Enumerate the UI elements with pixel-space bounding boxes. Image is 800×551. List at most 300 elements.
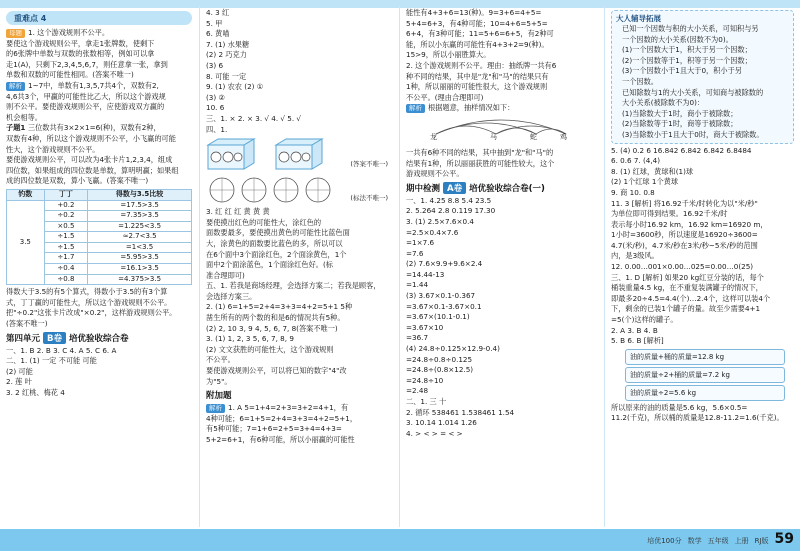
line-text: 准合理即可)	[206, 270, 245, 280]
text-line	[200, 324, 398, 335]
line-text: 2. (1) 6=1+5=2+4=3+3=4+2=5+1 5种	[206, 302, 353, 312]
text-line	[200, 239, 398, 250]
line-text: 机会相等。	[6, 112, 42, 122]
text-line	[400, 50, 605, 61]
flow-diagram	[605, 349, 800, 401]
line-text: =24.8÷10	[406, 375, 444, 385]
line-text: 9. (1) 农农 (2) ①	[206, 82, 264, 92]
footer-edition: RJ版	[754, 537, 769, 545]
table-cell: =16.1>3.5	[88, 264, 192, 275]
line-text: (3)一个因数小于1且大于0，积小于另	[622, 66, 742, 76]
line-text: =2.5×0.4×7.6	[406, 227, 459, 237]
text-line	[200, 103, 398, 114]
text-line	[616, 77, 789, 88]
text-line	[400, 291, 605, 302]
text-line	[400, 280, 605, 291]
flow-box: 油的质量+桶的质量=12.8 kg	[625, 349, 785, 365]
table-cell: ≈2.7<3.5	[88, 232, 192, 243]
line-text: (2) 2, 10 3, 9 4, 5, 6, 7, 8(答案不唯一)	[206, 323, 338, 333]
text-line	[400, 238, 605, 249]
text-line	[400, 344, 605, 355]
text-line	[605, 220, 800, 231]
text-line	[605, 209, 800, 220]
line-text: 会选择方案三。	[206, 291, 257, 301]
tree-diagram	[406, 116, 599, 146]
line-text: (1)当除数大于1时，商小于被除数；	[622, 108, 738, 118]
line-text: (1)一个因数大于1，积大于另一个因数；	[622, 45, 752, 55]
line-text: 2. 莲 叶	[6, 377, 32, 387]
line-text: (3)当除数小于1且大于0时，商大于被除数。	[622, 129, 764, 139]
column-4	[605, 8, 800, 551]
line-text: 5. (4) 0.2 6 16.842 6.842 6.842 6.8484	[611, 145, 752, 155]
text-line	[0, 308, 198, 319]
line-text: 4. > < > = < >	[406, 428, 463, 438]
line-text: 4种可能；6=1+5=2+4=3+3=4+2=5+1，	[206, 413, 358, 423]
line-text: 要使摸出红色的可能性大，涂红色的	[206, 217, 322, 227]
text-line	[400, 249, 605, 260]
text-line	[400, 333, 605, 344]
text-line	[0, 367, 198, 378]
line-text: 根据题意，抽样情况如下：	[428, 103, 515, 113]
text-line	[200, 366, 398, 377]
text-line	[616, 119, 789, 130]
tutor-extension-title: 大人辅导拓展	[616, 14, 661, 23]
flow-box: 油的质量÷2=5.6 kg	[625, 385, 785, 401]
line-text: =36.7	[406, 333, 429, 343]
text-line	[0, 298, 198, 309]
line-text: =3.67×0.1-3.67×0.1	[406, 301, 482, 311]
text-line	[200, 302, 398, 313]
text-line	[400, 8, 605, 19]
line-text: 单数和双数的可能性相同。(答案不唯一)	[6, 70, 134, 80]
text-line	[200, 355, 398, 366]
text-line	[616, 66, 789, 77]
line-text: 四位数，如果组成的四位数是单数，算明明赢；如果组	[6, 165, 179, 175]
answer-note: (答案不唯一)	[350, 160, 388, 169]
column-3-lines	[400, 8, 605, 114]
text-line	[605, 273, 800, 284]
text-line	[200, 93, 398, 104]
column-1-lines	[0, 28, 198, 187]
line-text: 2. 5.264 2.8 0.119 17.30	[406, 206, 496, 216]
text-line	[0, 346, 198, 357]
footer-subject: 数学	[687, 537, 702, 545]
text-line	[400, 228, 605, 239]
line-text: 五、1. 若我是商场经理，会选择方案二；若我是顾客，	[206, 281, 381, 291]
text-line	[200, 424, 398, 435]
line-text: 在6个面中3个面涂红色，2个面涂黄色，1个	[206, 249, 347, 259]
table-header-cell: 丁丁	[44, 189, 88, 200]
line-text: 性大，这个游戏规则不公平。	[6, 144, 100, 154]
text-line	[400, 323, 605, 334]
table-cell: ÷1.7	[44, 253, 88, 264]
table-header-row	[7, 189, 192, 200]
text-line	[605, 241, 800, 252]
line-text: 式，丁丁赢的可能性大，所以这个游戏规则不公平。	[6, 297, 172, 307]
text-line	[200, 414, 398, 425]
line-text: (2)一个因数等于1，积等于另一个因数；	[622, 55, 752, 65]
text-line	[0, 155, 198, 166]
text-line	[400, 40, 605, 51]
page-footer	[647, 531, 794, 547]
line-text: 5+4=6+3，有4种可能；10=4+6=5+5=	[406, 18, 548, 28]
line-text: 5. 甲	[206, 18, 223, 28]
line-text: 已知一个因数与积的大小关系，可知积与另	[622, 24, 759, 33]
text-line	[400, 196, 605, 207]
table-cell: ÷0.2	[44, 211, 88, 222]
line-text: 6. 0.6 7. (4,4)	[611, 156, 661, 166]
text-line	[0, 166, 198, 177]
line-text: 二、1. 三 十	[406, 397, 447, 406]
text-line	[0, 388, 198, 399]
text-line	[0, 102, 198, 113]
line-text: 3. 红 红 红 黄 黄 黄	[206, 207, 270, 217]
text-line	[605, 156, 800, 167]
text-line	[0, 356, 198, 367]
table-cell: =1.225<3.5	[88, 221, 192, 232]
text-line	[605, 177, 800, 188]
text-line	[200, 271, 398, 282]
line-text: 有5种可能；7=1+6=2+5=3+4=4+3=	[206, 424, 342, 434]
text-line	[605, 167, 800, 178]
line-text: 桶装重量4.5 kg，在不重复装满罐子的情况下，	[611, 283, 763, 293]
line-text: 表示每小时16.92 km，16.92 km=16920 m，	[611, 219, 768, 229]
text-line	[605, 294, 800, 305]
line-text: 4,6共3个，甲赢的可能性比乙大，所以这个游戏规	[6, 91, 166, 101]
line-text: 下，剩余的已装1个罐子的量。故至少需要4+1	[611, 304, 761, 314]
text-line	[0, 134, 198, 145]
text-line	[0, 70, 198, 81]
text-line	[0, 123, 198, 134]
text-line	[200, 72, 398, 83]
text-line	[605, 326, 800, 337]
top-wave-decoration	[0, 0, 800, 8]
line-text: (2) 1个红球 1个黄球	[611, 177, 679, 187]
unit-4-section-title: 第四单元 B卷 培优验收综合卷	[6, 333, 129, 344]
text-line	[400, 61, 605, 72]
text-line	[0, 113, 198, 124]
text-line	[0, 377, 198, 388]
line-text: 2. 这个游戏规则不公平。理由：抽纸牌一共有6	[406, 60, 557, 70]
text-line	[0, 39, 198, 50]
line-text: 能，所以小东赢的可能性有4+3+2=9(种)。	[406, 39, 549, 49]
column-4-final-lines	[605, 403, 800, 424]
text-line	[400, 429, 605, 440]
table-cell: ÷0.8	[44, 274, 88, 285]
line-text: 9. 商 10. 0.8	[611, 187, 655, 197]
line-text: =24.8÷(0.8×12.5)	[406, 365, 474, 375]
text-line	[0, 60, 198, 71]
line-text: =24.8÷0.8÷0.125	[406, 354, 473, 364]
column-3-lines-2	[400, 148, 605, 180]
line-text: 三、1. × 2. × 3. √ 4. √ 5. √	[206, 113, 302, 123]
line-text: 3. (1) 1, 2, 3 5, 6, 7, 8, 9	[206, 334, 294, 344]
text-line	[616, 45, 789, 56]
line-text: (3) 3.67×0.1-0.367	[406, 291, 476, 301]
text-line	[400, 103, 605, 114]
text-line	[400, 217, 605, 228]
text-line	[200, 292, 398, 303]
line-text: 一个因数。	[622, 76, 658, 86]
text-line	[200, 313, 398, 324]
text-line	[616, 56, 789, 67]
column-1-after-table	[0, 287, 198, 329]
line-text: 10. 6	[206, 103, 225, 113]
line-text: 1~7中，单数有1,3,5,7共4个，双数有2,	[28, 80, 159, 90]
footer-grade: 五年级	[707, 537, 729, 545]
line-text: (3) 6	[206, 60, 224, 70]
line-text: 2. 循环 538461 1.538461 1.54	[406, 407, 515, 417]
line-text: 7. (1) 水果糖	[206, 39, 250, 49]
text-line	[616, 98, 789, 109]
column-2-lines	[200, 8, 398, 135]
text-line	[400, 148, 605, 159]
table-cell: ×0.5	[44, 221, 88, 232]
text-line	[400, 355, 605, 366]
text-line	[0, 81, 198, 92]
table-row	[7, 200, 192, 211]
text-line	[200, 29, 398, 40]
line-text: =3.67×10	[406, 322, 444, 332]
line-text: 不公平。(理由合理即可)	[406, 92, 484, 102]
line-text: 大小关系(被除数不为0)：	[622, 98, 705, 108]
table-header-cell: 得数与3.5比较	[88, 189, 192, 200]
label-tag: 解析	[406, 104, 425, 113]
text-line	[400, 259, 605, 270]
line-text: 4.7(米/秒)，4.7米/秒在3米/秒~5米/秒的范围	[611, 240, 758, 250]
line-text: 11. 3 [解析] 将16.92千米/时转化为以"米/秒"	[611, 198, 758, 208]
table-cell: +0.2	[44, 200, 88, 211]
text-line	[616, 35, 789, 46]
column-1	[0, 8, 198, 551]
text-line	[200, 281, 398, 292]
line-text: 11.2(千克)，所以桶的质量是12.8-11.2=1.6(千克)。	[611, 413, 784, 423]
line-text: 面中2个面涂蓝色，1个面涂红色好。(标	[206, 260, 333, 270]
line-text: 成的四位数是双数，算小飞赢。(答案不唯一)	[6, 176, 149, 186]
line-text: 的6张牌中单数与双数的张数相等，例如可以拿	[6, 49, 155, 59]
text-line	[400, 397, 605, 408]
line-text: 双数有4种，所以这个游戏规则不公平，小飞赢的可能	[6, 133, 176, 143]
line-text: 一共有6种不同的结果，其中抽到"龙"和"马"的	[406, 147, 554, 157]
text-line	[605, 251, 800, 262]
line-text: 12. 0.00…001×0.00…025=0.00…0(25)	[611, 262, 754, 272]
text-line	[400, 93, 605, 104]
midterm-answers	[400, 196, 605, 440]
text-line	[400, 376, 605, 387]
text-line	[200, 61, 398, 72]
column-3	[400, 8, 605, 551]
line-text: 内，是3级风。	[611, 251, 659, 261]
extra-section-title: 附加题	[206, 391, 232, 402]
line-text: 面数要最多，要使摸出黄色的可能性比蓝色面	[206, 228, 350, 238]
line-text: 6. 黄喵	[206, 29, 230, 39]
line-text: =2.48	[406, 386, 429, 396]
line-text: 8. 可能 一定	[206, 71, 247, 81]
tree-node-label: 蛇	[530, 132, 537, 141]
line-text: 1小时=3600秒，所以速度是16920÷3600=	[611, 230, 758, 240]
label-tag: 母题	[6, 29, 25, 38]
line-text: =14.44-13	[406, 269, 445, 279]
line-text: 15>9，所以小丽胜算大。	[406, 50, 491, 60]
comparison-table	[6, 189, 192, 285]
line-text: (4) 24.8÷0.125×12.9-0.4)	[406, 344, 500, 354]
text-line	[605, 304, 800, 315]
disc-diagrams	[206, 175, 392, 205]
line-text: (3) ②	[206, 92, 225, 102]
unit-4-answers	[0, 346, 198, 399]
line-text: =5(个)这样的罐子。	[611, 315, 678, 325]
line-text: 游戏规则不公平。	[406, 169, 464, 179]
text-line	[400, 72, 605, 83]
text-line	[200, 125, 398, 136]
column-2	[200, 8, 398, 551]
table-cell: =7.35>3.5	[88, 211, 192, 222]
sub-question-label: 子题1	[6, 123, 28, 133]
text-line	[616, 109, 789, 120]
text-line	[200, 260, 398, 271]
flow-box: 油的质量÷2+桶的质量=7.2 kg	[625, 367, 785, 383]
line-text: (2) 文文获胜的可能性大，这个游戏规则	[206, 344, 334, 354]
tree-node-label: 鸡	[560, 132, 567, 141]
text-line	[0, 319, 198, 330]
text-line	[605, 199, 800, 210]
line-text: 3. 2 红桃、梅花 4	[6, 388, 65, 397]
tutor-extension-box	[611, 10, 794, 144]
text-line	[605, 188, 800, 199]
line-text: 3. (1) 2.5×7.6×0.4	[406, 216, 474, 226]
line-text: 5. B 6. B [解析]	[611, 336, 664, 346]
text-line	[200, 345, 398, 356]
line-text: =7.6	[406, 248, 424, 258]
label-tag: 解析	[206, 404, 225, 413]
table-cell: ÷1.5	[44, 232, 88, 243]
line-text: 5+2=6+1，有6种可能，所以小丽赢的可能性	[206, 435, 355, 444]
page-number: 59	[774, 531, 794, 547]
line-text: 把"÷0.2"这张卡片改成"×0.2"，这样游戏规则公平。	[6, 308, 177, 318]
line-text: 1. 这个游戏规则不公平。	[28, 28, 110, 37]
line-text: 四、1.	[206, 124, 228, 134]
table-cell: ÷0.4	[44, 264, 88, 275]
text-line	[605, 336, 800, 347]
table-row-label: 3.5	[7, 200, 45, 285]
text-line	[605, 413, 800, 424]
text-line	[605, 283, 800, 294]
line-text: =1×7.6	[406, 238, 435, 248]
text-line	[200, 40, 398, 51]
text-line	[200, 377, 398, 388]
line-text: 大，涂黄色的面数要比蓝色的多，所以可以	[206, 238, 343, 248]
tree-node-label: 龙	[430, 132, 437, 141]
line-text: 一个因数的大小关系(因数不为0)。	[622, 34, 733, 44]
line-text: =3.67×(10.1-0.1)	[406, 312, 470, 322]
line-text: 3. 10.14 1.014 1.26	[406, 418, 477, 428]
text-line	[200, 218, 398, 229]
text-line	[400, 408, 605, 419]
table-cell: =4.375>3.5	[88, 274, 192, 285]
line-text: =1.44	[406, 280, 429, 290]
line-text: 结果有1种，所以丽丽获胜的可能性较大，这个	[406, 158, 555, 168]
line-text: 走1(A)，只剩下2,3,4,5,6,7，则任意拿一张，拿到	[6, 59, 168, 69]
table-cell: ÷1.5	[44, 242, 88, 253]
text-line	[200, 207, 398, 218]
text-line	[0, 287, 198, 298]
tree-node-label: 马	[490, 132, 497, 141]
line-text: 2. A 3. B 4. B	[611, 325, 658, 335]
footer-brand: 培优100分	[647, 537, 682, 545]
label-tag: 解析	[6, 82, 25, 91]
line-text: 1种，所以丽丽的可能性很大，这个游戏规则	[406, 82, 548, 92]
line-text: 1. A 5=1+4=2+3=3+2=4+1，有	[228, 403, 349, 413]
text-line	[200, 82, 398, 93]
line-text: 三、1. D [解析] 如果20 kg红豆分装的话，每个	[611, 272, 764, 282]
line-text: (2) 7.6×9.9+9.6×2.4	[406, 259, 483, 269]
line-text: 为"5"。	[206, 376, 232, 386]
table-header-cell: 钓数	[7, 189, 45, 200]
line-text: 二、1. (1) 一定 不可能 可能	[6, 356, 97, 366]
line-text: 为单位即可得到结果。16.92千米/时	[611, 209, 728, 219]
text-line	[200, 403, 398, 414]
extra-answers	[200, 403, 398, 445]
line-text: (2) 可能	[6, 366, 33, 376]
text-line	[605, 230, 800, 241]
text-line	[400, 302, 605, 313]
line-text: 即最多20÷4.5=4.4(个)…2.4个，这样可以装4个	[611, 293, 771, 303]
disc-note: (标法不唯一)	[350, 194, 388, 203]
text-line	[200, 228, 398, 239]
text-line	[400, 270, 605, 281]
table-cell: =17.5>3.5	[88, 200, 192, 211]
line-text: (2) 2 巧克力	[206, 50, 247, 60]
text-line	[400, 386, 605, 397]
text-line	[400, 29, 605, 40]
text-line	[0, 49, 198, 60]
text-line	[200, 8, 398, 19]
tutor-extension-content	[616, 24, 789, 141]
footer-term: 上册	[734, 537, 749, 545]
line-text: 种不同的结果，其中是"龙"和"马"的结果只有	[406, 71, 549, 81]
table-cell: =1<3.5	[88, 242, 192, 253]
line-text: 凿生所有的两个数的和是6的情况共有5种。	[206, 313, 345, 323]
line-text: 一、1. B 2. B 3. C 4. A 5. C 6. A	[6, 345, 117, 355]
text-line	[0, 28, 198, 39]
line-text: 则不公平。要使游戏规则公平，应使游戏双方赢的	[6, 102, 165, 112]
text-line	[400, 169, 605, 180]
text-line	[200, 334, 398, 345]
line-text: 能性有4+3+6=13(种)。9=3+6=4+5=	[406, 8, 542, 17]
column-2-lines-2	[200, 207, 398, 387]
line-text: 所以原来的油的质量是5.6 kg，5.6×0.5=	[611, 402, 748, 412]
text-line	[0, 145, 198, 156]
line-text: 三位数共有3×2×1=6(种)，双数有2种，	[27, 123, 161, 133]
text-line	[200, 50, 398, 61]
text-line	[400, 19, 605, 30]
line-text: 4. 3 红	[206, 8, 230, 17]
line-text: 要使游戏规则公平，可以改为4张卡片1,2,3,4，组成	[6, 155, 173, 165]
cube-diagrams	[206, 137, 392, 173]
text-line	[616, 130, 789, 141]
line-text: 已知除数与1的大小关系，可知商与被除数的	[622, 87, 764, 97]
line-text: (2)当除数等于1时，商等于被除数；	[622, 119, 738, 129]
text-line	[400, 312, 605, 323]
text-line	[605, 403, 800, 414]
table-cell: =5.95>3.5	[88, 253, 192, 264]
line-text: 得数大于3.5的有5个算式，得数小于3.5的有3个算	[6, 287, 168, 297]
text-line	[400, 82, 605, 93]
line-text: 一、1. 4.25 8.8 5.4 23.5	[406, 195, 492, 205]
line-text: 要使游戏规则公平，可以将已知的数字"4"改	[206, 366, 347, 376]
column-4-lines	[605, 146, 800, 347]
line-text: 6+4，有3种可能；11=5+6=6+5，有2种可	[406, 29, 554, 39]
